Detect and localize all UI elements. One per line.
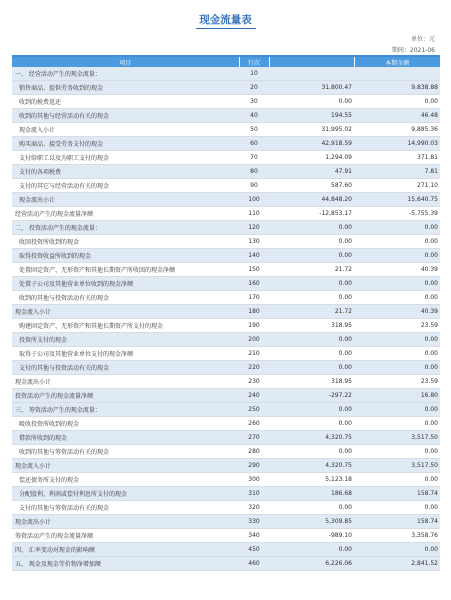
row-line-number: 100 [239,193,269,207]
table-row [12,109,440,123]
row-item: 处置固定资产、无形资产和其他长期资产所收回的现金净额 [12,263,239,277]
row-value: 194.55 [269,109,354,123]
row-line-number: 230 [239,375,269,389]
table-body [12,67,440,571]
column-header-item: 项目 [12,57,239,67]
row-value: 0.00 [269,543,354,557]
row-line-number: 300 [239,473,269,487]
row-value: -989.10 [269,529,354,543]
table-row [12,263,440,277]
row-amount: 3,517.50 [354,431,440,445]
row-value: -12,853.17 [269,207,354,221]
table-row [12,305,440,319]
row-amount: 0.00 [354,333,440,347]
row-line-number: 40 [239,109,269,123]
row-value [269,67,354,81]
row-value: 0.00 [269,361,354,375]
row-amount: 23.59 [354,375,440,389]
row-item: 现金流出小计 [12,193,239,207]
row-line-number: 240 [239,389,269,403]
row-value: 5,123.18 [269,473,354,487]
table-row [12,165,440,179]
row-amount: 7.81 [354,165,440,179]
row-line-number: 110 [239,207,269,221]
row-amount: -5,755.39 [354,207,440,221]
row-item: 经营活动产生的现金流量净额 [12,207,239,221]
row-amount: 0.00 [354,277,440,291]
row-amount: 0.00 [354,95,440,109]
row-line-number: 60 [239,137,269,151]
row-item: 处置子公司及其他营业单位收到的现金净额 [12,277,239,291]
table-row [12,389,440,403]
row-line-number: 160 [239,277,269,291]
row-amount: 15,640.75 [354,193,440,207]
row-item: 支付的其他与投资活动有关的现金 [12,361,239,375]
table-row [12,137,440,151]
row-line-number: 30 [239,95,269,109]
row-line-number: 140 [239,249,269,263]
row-item: 投资活动产生的现金流量净额 [12,389,239,403]
table-row [12,501,440,515]
table-row [12,459,440,473]
row-item: 支付给职工以及为职工支付的现金 [12,151,239,165]
row-amount: 0.00 [354,221,440,235]
row-value: 318.95 [269,319,354,333]
table-row [12,249,440,263]
row-amount: 9,885.36 [354,123,440,137]
row-item: 收到的税费返还 [12,95,239,109]
table-row [12,291,440,305]
row-item: 购买商品、接受劳务支付的现金 [12,137,239,151]
row-item: 现金流入小计 [12,305,239,319]
row-item: 分配股利、利润或偿付利息所支付的现金 [12,487,239,501]
row-amount: 0.00 [354,473,440,487]
row-line-number: 310 [239,487,269,501]
row-line-number: 210 [239,347,269,361]
row-line-number: 20 [239,81,269,95]
row-item: 一、 经营活动产生的现金流量： [12,67,239,81]
table-row [12,221,440,235]
row-value: 31,995.02 [269,123,354,137]
row-line-number: 320 [239,501,269,515]
row-amount: 0.00 [354,417,440,431]
row-line-number: 70 [239,151,269,165]
row-amount: 271.10 [354,179,440,193]
row-item: 筹资活动产生的现金流量净额 [12,529,239,543]
table-row [12,319,440,333]
row-value: 47.91 [269,165,354,179]
row-line-number: 180 [239,305,269,319]
column-header-line: 行次 [239,57,269,67]
row-amount: 2,841.52 [354,557,440,571]
row-value: 186.68 [269,487,354,501]
row-item: 购建固定资产、无形资产和其他长期资产所支付的现金 [12,319,239,333]
row-value: 0.00 [269,501,354,515]
row-item: 现金流出小计 [12,515,239,529]
row-item: 现金流出小计 [12,375,239,389]
row-item: 取得投资收益所收到的现金 [12,249,239,263]
row-amount: 0.00 [354,501,440,515]
row-amount: 0.00 [354,361,440,375]
table-row [12,235,440,249]
row-value: 21.72 [269,305,354,319]
row-line-number: 270 [239,431,269,445]
row-line-number: 10 [239,67,269,81]
period-label: 期间：2021-06 [391,47,435,54]
row-item: 现金流入小计 [12,459,239,473]
row-value: 318.95 [269,375,354,389]
row-amount: 3,358.76 [354,529,440,543]
row-item: 三、 筹资活动产生的现金流量： [12,403,239,417]
row-value: 4,320.75 [269,431,354,445]
row-item: 收回投资所收到的现金 [12,235,239,249]
row-amount: 9,838.88 [354,81,440,95]
table-row [12,543,440,557]
row-item: 投资所支付的现金 [12,333,239,347]
unit-label: 单位：元 [410,36,435,43]
table-row [12,151,440,165]
row-item: 支付的其他与筹资活动有关的现金 [12,501,239,515]
row-line-number: 50 [239,123,269,137]
row-amount: 46.48 [354,109,440,123]
row-amount: 16.80 [354,389,440,403]
table-row [12,529,440,543]
row-amount: 0.00 [354,235,440,249]
row-value: 44,848.20 [269,193,354,207]
table-row [12,431,440,445]
row-line-number: 260 [239,417,269,431]
row-amount: 158.74 [354,515,440,529]
table-row [12,375,440,389]
cash-flow-table [12,57,440,571]
row-line-number: 250 [239,403,269,417]
row-line-number: 340 [239,529,269,543]
table-row [12,445,440,459]
table-header [12,57,440,67]
row-amount: 0.00 [354,543,440,557]
row-value: 31,800.47 [269,81,354,95]
row-line-number: 330 [239,515,269,529]
row-value: 21.72 [269,263,354,277]
row-line-number: 90 [239,179,269,193]
table-row [12,67,440,81]
row-value: 4,320.75 [269,459,354,473]
row-value: 587.60 [269,179,354,193]
row-value: 42,918.59 [269,137,354,151]
row-amount: 0.00 [354,347,440,361]
row-amount: 40.39 [354,263,440,277]
row-line-number: 120 [239,221,269,235]
row-value: 0.00 [269,403,354,417]
row-value: 1,294.09 [269,151,354,165]
row-value: 0.00 [269,417,354,431]
row-amount: 23.59 [354,319,440,333]
row-amount: 0.00 [354,249,440,263]
row-amount: 0.00 [354,445,440,459]
row-value: 0.00 [269,95,354,109]
row-item: 收到的其他与经营活动有关的现金 [12,109,239,123]
table-row [12,417,440,431]
row-value: 0.00 [269,347,354,361]
table-row [12,403,440,417]
row-line-number: 200 [239,333,269,347]
row-amount: 3,517.50 [354,459,440,473]
table-row [12,193,440,207]
row-line-number: 190 [239,319,269,333]
row-value: 0.00 [269,333,354,347]
row-line-number: 280 [239,445,269,459]
row-item: 支付的各项税费 [12,165,239,179]
row-item: 吸收投资所收到的现金 [12,417,239,431]
row-line-number: 460 [239,557,269,571]
row-line-number: 450 [239,543,269,557]
row-amount: 14,990.03 [354,137,440,151]
row-value: 5,309.85 [269,515,354,529]
row-value: 0.00 [269,277,354,291]
table-row [12,179,440,193]
column-header-blank [269,57,354,67]
row-line-number: 170 [239,291,269,305]
report-title: 现金流量表 [199,14,252,26]
table-row [12,81,440,95]
table-row [12,277,440,291]
row-item: 五、 现金及现金等价物净增加额 [12,557,239,571]
row-item: 现金流入小计 [12,123,239,137]
row-item: 偿还债务所支付的现金 [12,473,239,487]
table-row [12,361,440,375]
row-item: 支付的其它与经营活动有关的现金 [12,179,239,193]
row-line-number: 130 [239,235,269,249]
title-underline [196,28,256,29]
table-row [12,333,440,347]
row-value: 0.00 [269,221,354,235]
row-amount: 0.00 [354,291,440,305]
row-line-number: 150 [239,263,269,277]
row-item: 收到的其他与筹资活动有关的现金 [12,445,239,459]
row-value: 0.00 [269,235,354,249]
row-value: -297.22 [269,389,354,403]
table-row [12,347,440,361]
row-value: 6,226.06 [269,557,354,571]
row-line-number: 220 [239,361,269,375]
row-value: 0.00 [269,445,354,459]
table-row [12,487,440,501]
row-item: 收到的其他与投资活动有关的现金 [12,291,239,305]
table-row [12,515,440,529]
table-row [12,123,440,137]
row-item: 四、 汇率变动对现金的影响额 [12,543,239,557]
table-row [12,95,440,109]
table-row [12,557,440,571]
column-header-amount: 本期金额 [354,57,440,67]
row-line-number: 290 [239,459,269,473]
row-item: 取得子公司及其他营业单位支付的现金净额 [12,347,239,361]
row-amount: 0.00 [354,403,440,417]
row-amount [354,67,440,81]
row-item: 二、 投资活动产生的现金流量： [12,221,239,235]
row-amount: 40.39 [354,305,440,319]
header-row [12,57,440,67]
table-row [12,473,440,487]
row-item: 借款所收到的现金 [12,431,239,445]
row-amount: 158.74 [354,487,440,501]
row-value: 0.00 [269,291,354,305]
row-amount: 371.81 [354,151,440,165]
table-row [12,207,440,221]
row-value: 0.00 [269,249,354,263]
row-line-number: 80 [239,165,269,179]
row-item: 销售商品、提供劳务收到的现金 [12,81,239,95]
